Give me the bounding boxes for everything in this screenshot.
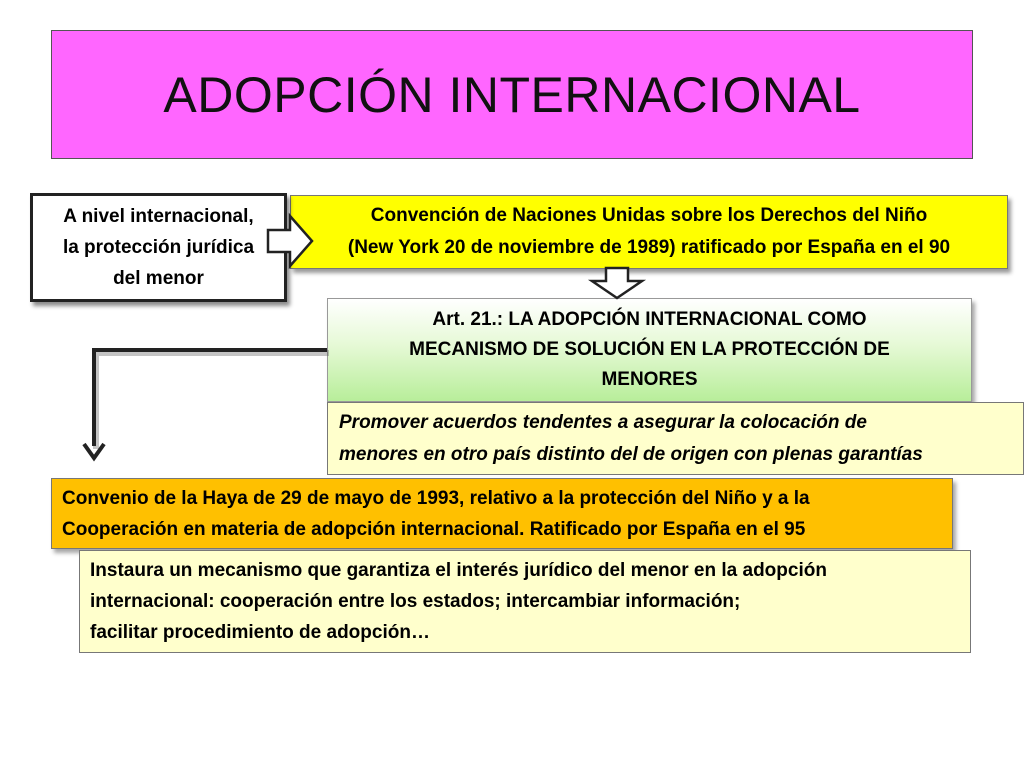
elbow-connector-arrow-icon [96, 353, 329, 449]
level-line: del menor [113, 268, 204, 289]
level-line: A nivel internacional, [63, 206, 254, 227]
article-line: MECANISMO DE SOLUCIÓN EN LA PROTECCIÓN DE [409, 339, 890, 360]
down-block-arrow-icon [592, 268, 642, 298]
instaura-line: facilitar procedimiento de adopción… [90, 622, 430, 643]
article-box [327, 298, 972, 402]
title-box [51, 30, 973, 159]
convention-line: (New York 20 de noviembre de 1989) ratificado por España en el 90 [347, 237, 951, 258]
slide-title: ADOPCIÓN INTERNACIONAL [163, 66, 861, 123]
hague-line: Cooperación en materia de adopción internacional. Ratificado por España en el 95 [62, 518, 806, 540]
instaura-line: Instaura un mecanismo que garantiza el interés jurídico del menor en la adopción [90, 560, 827, 581]
article-line: MENORES [601, 369, 698, 390]
convention-line: Convención de Naciones Unidas sobre los Derechos del Niño [370, 205, 928, 226]
instaura-line: internacional: cooperación entre los estados; intercambiar información; [90, 591, 741, 612]
level-line: la protección jurídica [62, 237, 255, 258]
hague-convention-box [51, 478, 953, 549]
promote-line: Promover acuerdos tendentes a asegurar la colocación de [339, 411, 867, 433]
arrowhead-down-icon [84, 444, 104, 458]
promote-box [327, 402, 1024, 475]
instaura-box [79, 550, 971, 653]
convention-box [290, 195, 1008, 269]
level-box [30, 193, 287, 302]
article-line: Art. 21.: LA ADOPCIÓN INTERNACIONAL COMO [432, 309, 867, 330]
promote-line: menores en otro país distinto del de origen con plenas garantías [339, 443, 923, 465]
hague-line: Convenio de la Haya de 29 de mayo de 1993, relativo a la protección del Niño y a la [62, 487, 810, 509]
elbow-connector-line [94, 350, 327, 446]
